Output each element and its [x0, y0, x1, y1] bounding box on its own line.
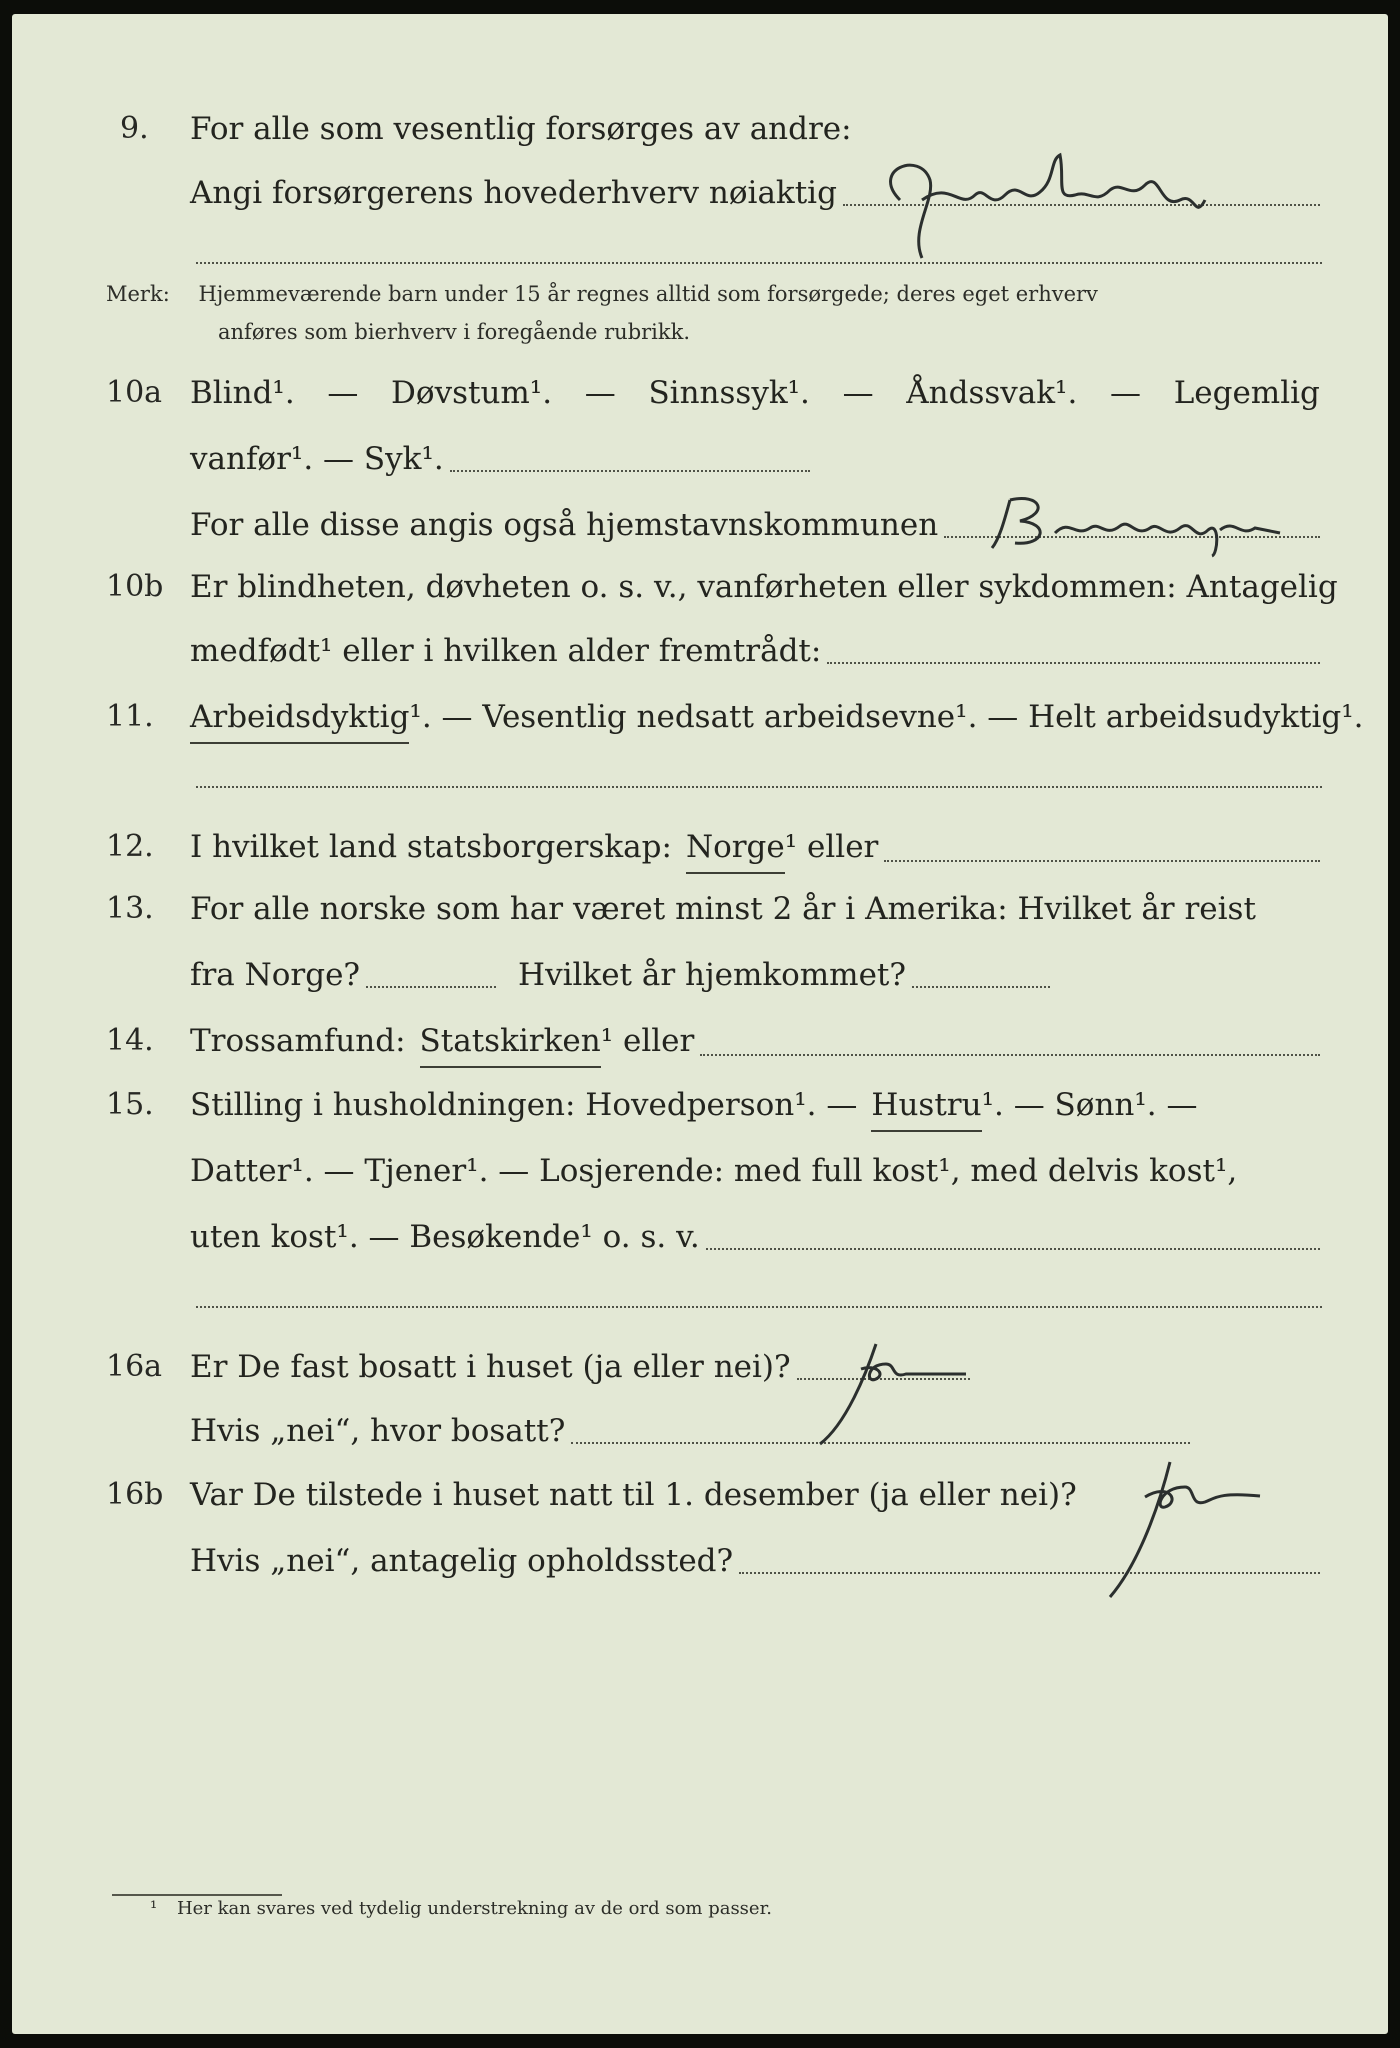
q9-handwritten-answer: [860, 140, 1240, 274]
q16b-answer-ink: [1090, 1452, 1290, 1602]
q10b-question: Er blindheten, døvheten o. s. v., vanførheten eller sykdommen: Antagelig: [190, 569, 1338, 605]
q12-opt-norge: Norge: [686, 822, 785, 874]
merk-line1: Hjemmeværende barn under 15 år regnes alltid som forsørgede; deres eget erhverv: [198, 282, 1098, 306]
merk-line2: anføres som bierhverv i foregående rubrikk.: [218, 320, 691, 344]
q15-answer-line: [706, 1248, 1320, 1250]
q10a-answer-ink: [980, 488, 1310, 558]
q15-opt-hustru: Hustru: [871, 1080, 981, 1132]
q10b-answer-line: [827, 662, 1320, 664]
q10a-opt-andssvak: Åndssvak¹.: [906, 375, 1078, 411]
q16b-question: Var De tilstede i huset natt til 1. desember (ja eller nei)?: [190, 1477, 1077, 1513]
q9-extra-line: [196, 262, 1322, 264]
q10a-hjemstavn-prompt: For alle disse angis også hjemstavnskommunen: [190, 507, 939, 543]
q16b-handwritten-answer: [1090, 1452, 1290, 1606]
q11-opt-arbeidsdyktig: Arbeidsdyktig: [190, 692, 409, 744]
q14-row: [0, 1016, 1400, 1066]
footnote-mark: ¹: [150, 1898, 158, 1919]
q9-question: For alle som vesentlig forsørges av andre:: [190, 111, 852, 147]
q10a-dash: —: [842, 375, 874, 411]
q11-options: ¹. — Vesentlig nedsatt arbeidsevne¹. — Helt arbeidsudyktig¹.: [409, 699, 1364, 735]
q10a-opt-legemlig: Legemlig: [1173, 375, 1320, 411]
q14-opt-statskirken: Statskirken: [420, 1016, 601, 1068]
q16b-number: 16b: [106, 1477, 164, 1512]
q10a-row1: [0, 368, 1400, 418]
q10a-syk-line: [450, 470, 810, 472]
q16b-opholdssted-prompt: Hvis „nei“, antagelig opholdssted?: [190, 1543, 734, 1579]
q15-extra-line: [196, 1306, 1322, 1308]
q10a-handwritten-answer: [980, 488, 1310, 562]
q10b-number: 10b: [106, 569, 164, 604]
q9-number: 9.: [120, 111, 149, 146]
q12-row: [0, 822, 1400, 872]
q13-reist-prompt: fra Norge?: [190, 957, 361, 993]
q10a-opt-dovstum: Døvstum¹.: [391, 375, 553, 411]
q16a-answer-ink: [806, 1334, 986, 1454]
footnote: [150, 1898, 772, 1919]
q12-number: 12.: [106, 829, 154, 864]
q13-row2: [0, 950, 1400, 1000]
q15-opt-hovedperson: Stilling i husholdningen: Hovedperson¹. —: [190, 1087, 858, 1123]
q15-options-line2: Datter¹. — Tjener¹. — Losjerende: med full kost¹, med delvis kost¹,: [190, 1153, 1238, 1189]
q10a-vanfor-syk: vanfør¹. — Syk¹.: [190, 441, 444, 477]
footnote-rule: [112, 1894, 282, 1896]
q10a-row2: [0, 434, 1400, 484]
q13-reist-line: [366, 986, 496, 988]
q14-prompt: Trossamfund:: [190, 1023, 406, 1059]
q15-options-line3: uten kost¹. — Besøkende¹ o. s. v.: [190, 1219, 700, 1255]
q13-number: 13.: [106, 891, 154, 926]
q9-prompt: Angi forsørgerens hovederhverv nøiaktig: [190, 175, 837, 211]
q10a-opt-blind: Blind¹.: [190, 375, 295, 411]
q16a-bosatt-prompt: Hvis „nei“, hvor bosatt?: [190, 1413, 566, 1449]
q10b-row1: [0, 562, 1400, 612]
q10a-dash: —: [327, 375, 359, 411]
q10a-dash: —: [584, 375, 616, 411]
q16a-handwritten-answer: [806, 1334, 986, 1458]
q9-answer-ink: [860, 140, 1240, 270]
q15-number: 15.: [106, 1087, 154, 1122]
q14-number: 14.: [106, 1023, 154, 1058]
q14-answer-line: [700, 1054, 1320, 1056]
q16a-number: 16a: [106, 1349, 163, 1384]
q10b-prompt: medfødt¹ eller i hvilken alder fremtrådt:: [190, 633, 822, 669]
q10b-row2: [0, 626, 1400, 676]
q13-question: For alle norske som har været minst 2 år i Amerika: Hvilket år reist: [190, 891, 1256, 927]
merk-note: [106, 278, 1098, 310]
q10a-opt-sinnssyk: Sinnssyk¹.: [648, 375, 810, 411]
q16a-question: Er De fast bosatt i huset (ja eller nei)?: [190, 1349, 791, 1385]
q11-number: 11.: [106, 699, 154, 734]
q10a-number: 10a: [106, 375, 163, 410]
q16a-row2: [0, 1406, 1400, 1456]
merk-label: Merk:: [106, 282, 170, 306]
footnote-text: Her kan svares ved tydelig understrekning av de ord som passer.: [176, 1898, 772, 1919]
q15-row1: [0, 1080, 1400, 1130]
q14-eller: ¹ eller: [600, 1023, 695, 1059]
q13-hjemkommet-line: [912, 986, 1050, 988]
q12-answer-line: [884, 860, 1320, 862]
q15-opt-sonn: ¹. — Sønn¹. —: [981, 1087, 1198, 1123]
q11-extra-line: [196, 786, 1322, 788]
q16a-row1: [0, 1342, 1400, 1392]
q15-row2: [0, 1146, 1400, 1196]
q13-row1: [0, 884, 1400, 934]
q15-row3: [0, 1212, 1400, 1262]
q13-hjemkommet-prompt: Hvilket år hjemkommet?: [518, 957, 907, 993]
q10a-dash: —: [1110, 375, 1142, 411]
q12-eller: ¹ eller: [784, 829, 879, 865]
q12-prompt: I hvilket land statsborgerskap:: [190, 829, 672, 865]
q11-row: [0, 692, 1400, 742]
